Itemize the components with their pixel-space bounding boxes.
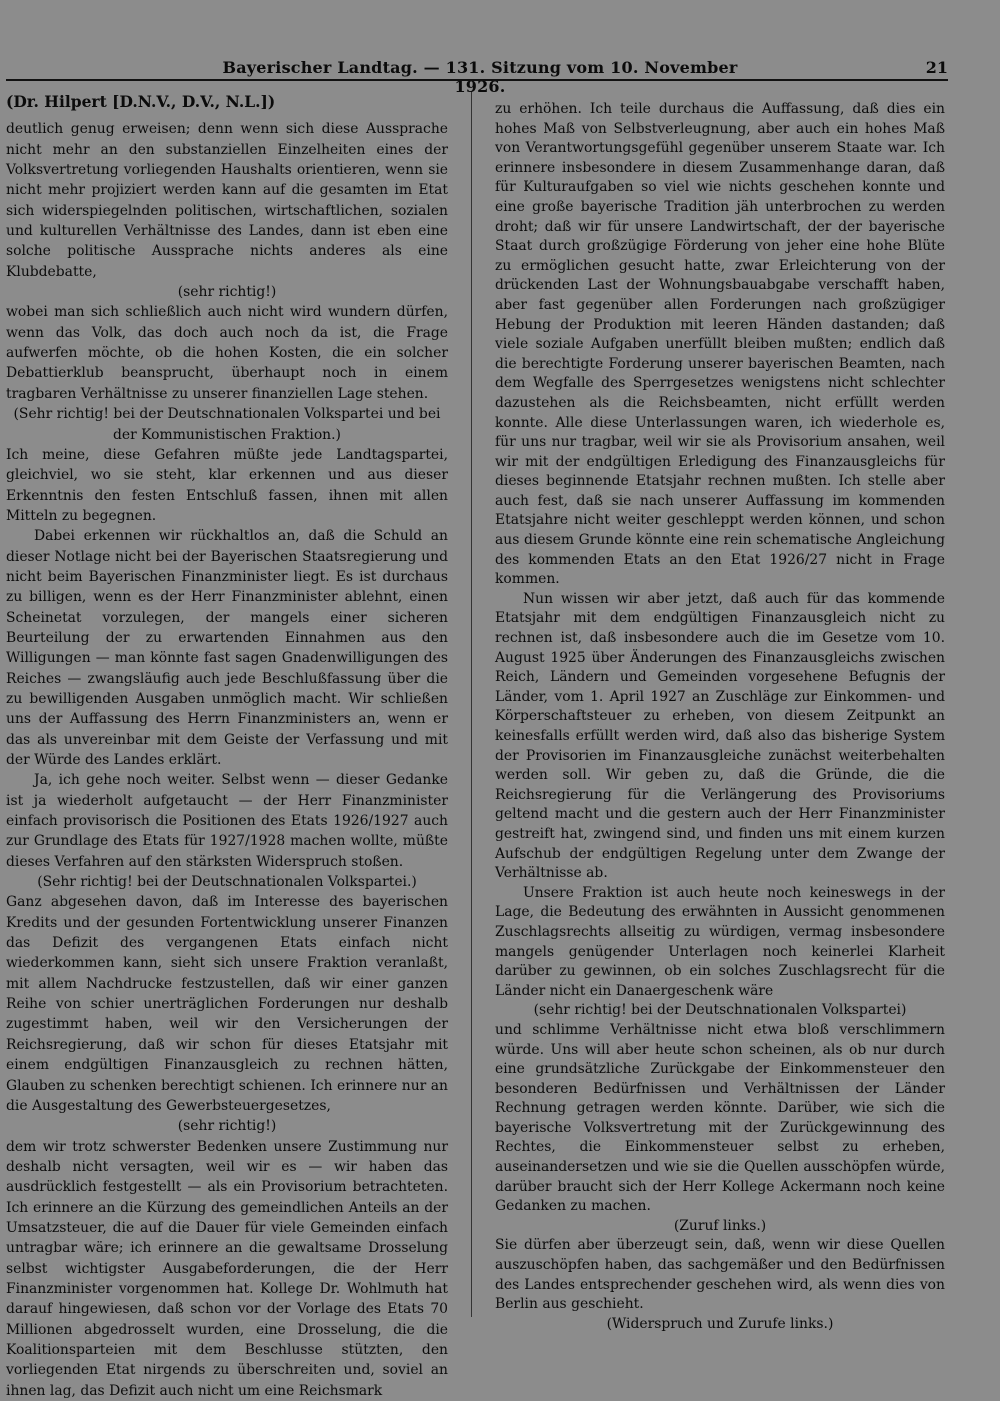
interjection: (Zuruf links.) bbox=[673, 1217, 767, 1234]
paragraph: Nun wissen wir aber jetzt, daß auch für das kommende Etatsjahr mit dem endgültigen Finanzausgleich nicht zu rechnen ist, daß insbesondere auch die im Gesetze vom 10. August 1925 über Änderungen des Finanzausgleichs zwischen Reich, Ländern und Gemeinden vorgesehene Befugnis der Länder, vom 1. April 1927 an Zuschläge zur Einkommen- und Körperschaftsteuer zu erheben, von diesem Zeitpunkt an keinesfalls erfüllt werden wird, daß also das bisherige System der Provisorien im Finanzausgleiche zunächst weiterbehalten werden soll. Wir geben zu, daß die Gründe, die die Reichsregierung für die Verlängerung des Provisoriums geltend macht und die gestern auch der Herr Finanzminister gestreift hat, zwingend sind, und finden uns mit einem kurzen Aufschub der endgültigen Regelung unter dem Zwange der Verhältnisse ab. bbox=[495, 590, 945, 882]
interjection: (Sehr richtig! bei der Deutschnationalen Volkspartei.) bbox=[37, 874, 417, 891]
paragraph: dem wir trotz schwerster Bedenken unsere Zustimmung nur deshalb nicht versagten, weil wir es — wir haben das ausdrücklich festgestellt — als ein Provisorium betrachteten. Ich erinnere an die Kürzung des gemeindlichen Anteils an der Umsatzsteuer, die auf die Dauer für viele Gemeinden einfach untragbar wäre; ich erinnere an die gewaltsame Drosselung selbst wichtigster Ausgabeforderungen, die der Herr Finanzminister vorgenommen hat. Kollege Dr. Wohlmuth hat darauf hingewiesen, daß schon vor der Vorlage des Etats 70 Millionen abgedrosselt wurden, eine Drosselung, die die Koalitionsparteien mit dem Beschlusse stützten, den vorliegenden Etat nirgends zu überschreiten und, soviel an ihnen lag, das Defizit auch nicht um eine Reichsmark bbox=[6, 1138, 448, 1399]
column-divider bbox=[471, 92, 472, 1317]
paragraph: zu erhöhen. Ich teile durchaus die Auffassung, daß dies ein hohes Maß von Selbstverleugnung, aber auch ein hohes Maß von Verantwortungsgefühl gegenüber unserem Staate war. Ich erinnere insbesondere in diesem Zusammenhange daran, daß für Kulturaufgaben so viel wie nichts geschehen konnte und eine große bayerische Tradition jäh unterbrochen zu werden droht; daß wir für unsere Landwirtschaft, der der bayerische Staat durch großzügige Förderung von jeher eine hohe Blüte zu ermöglichen gesucht hatte, zwar Erleichterung von der drückenden Last der Wohnungsbauabgabe verschafft haben, aber fast gegenüber allen Forderungen nach großzügiger Hebung der Produktion mit leeren Händen dastanden; daß viele soziale Aufgaben unerfüllt bleiben mußten; endlich daß die berechtigte Forderung unserer bayerischen Beamten, nach dem Wegfalle des Sperrgesetzes wenigstens nicht schlechter dazustehen als die Reichsbeamten, nicht erfüllt werden konnte. Alle diese Unterlassungen waren, ich wiederhole es, für uns nur tragbar, weil wir sie als Provisorium ansahen, weil wir mit der endgültigen Erledigung des Finanzausgleichs für dieses beginnende Etatsjahr rechnen mußten. Ich stelle aber auch fest, daß sie nach unserer Auffassung im kommenden Etatsjahre nicht weiter geschleppt werden können, und schon aus diesem Grunde könnte eine rein schematische Angleichung des kommenden Etats an den Etat 1926/27 nicht in Frage kommen. bbox=[495, 101, 945, 588]
paragraph: Sie dürfen aber überzeugt sein, daß, wenn wir diese Quellen auszuschöpfen haben, das sachgemäßer und den Bedürfnissen des Landes entsprechender geschehen wird, als wenn dies von Berlin aus geschieht. bbox=[495, 1237, 945, 1313]
paragraph: Ganz abgesehen davon, daß im Interesse des bayerischen Kredits und der gesunden Fortentwicklung unserer Finanzen das Defizit des vergangenen Etats einfach nicht wiederkommen kann, sieht sich unsere Fraktion veranlaßt, mit allem Nachdrucke festzustellen, daß wir einer ganzen Reihe von schier unerträglichen Forderungen nur deshalb zugestimmt haben, weil wir den Versicherungen der Reichsregierung, daß wir schon für dieses Etatsjahr mit einem endgültigen Finanzausgleich zu rechnen hätten, Glauben zu schenken berechtigt schienen. Ich erinnere nur an die Ausgestaltung des Gewerbsteuergesetzes, bbox=[6, 894, 448, 1114]
paragraph: Ich meine, diese Gefahren müßte jede Landtagspartei, gleichviel, wo sie steht, klar erkennen und aus dieser Erkenntnis den festen Entschluß fassen, ihnen mit allen Mitteln zu begegnen. bbox=[6, 446, 448, 524]
interjection: (Sehr richtig! bei der Deutschnationalen Volkspartei und bei der Kommunistischen Fraktion.) bbox=[13, 406, 441, 443]
interjection: (sehr richtig!) bbox=[177, 284, 277, 301]
paragraph: deutlich genug erweisen; denn wenn sich diese Aussprache nicht mehr an den substanziellen Einzelheiten eines der Volksvertretung vorliegenden Haushalts orientieren, wenn sie nicht mehr projiziert werden kann auf die gesamten im Etat sich widerspiegelnden politischen, wirtschaftlichen, sozialen und kulturellen Verhältnisse des Landes, dann ist eben eine solche politische Aussprache nichts anderes als eine Klubdebatte, bbox=[6, 121, 448, 280]
interjection: (Widerspruch und Zurufe links.) bbox=[606, 1315, 834, 1332]
page-number: 21 bbox=[925, 58, 948, 77]
interjection: (sehr richtig!) bbox=[177, 1118, 277, 1135]
header-rule bbox=[6, 79, 948, 81]
speaker-label: (Dr. Hilpert [D.N.V., D.V., N.L.]) bbox=[6, 92, 276, 111]
header-title: Bayerischer Landtag. — 131. Sitzung vom 10. November 1926. bbox=[222, 58, 738, 96]
left-column bbox=[6, 92, 448, 1401]
paragraph: wobei man sich schließlich auch nicht wird wundern dürfen, wenn das Volk, das doch auch noch da ist, die Frage aufwerfen möchte, ob die hohen Kosten, die ein solcher Debattierklub beansprucht, überhaupt noch in einem tragbaren Verhältnisse zu unserer finanziellen Lage stehen. bbox=[6, 304, 448, 402]
paragraph: Ja, ich gehe noch weiter. Selbst wenn — dieser Gedanke ist ja wiederholt aufgetaucht — der Herr Finanzminister einfach provisorisch die Positionen des Etats 1926/1927 auch zur Grundlage des Etats für 1927/1928 machen wollte, müßte dieses Verfahren auf den stärksten Widerspruch stoßen. bbox=[6, 772, 448, 870]
interjection: (sehr richtig! bei der Deutschnationalen Volkspartei) bbox=[533, 1002, 907, 1019]
paragraph: und schlimme Verhältnisse nicht etwa bloß verschlimmern würde. Uns will aber heute schon scheinen, als ob nur durch eine grundsätzliche Zurückgabe der Einkommensteuer den besonderen Bedürfnissen und Verhältnissen der Länder Rechnung getragen werden könnte. Darüber, wie sich die bayerische Volksvertretung mit der Zurückgewinnung des Rechtes, die Einkommensteuer selbst zu erheben, auseinandersetzen und wie sie die Quellen ausschöpfen würde, darüber braucht sich der Herr Kollege Ackermann noch keine Gedanken zu machen. bbox=[495, 1021, 945, 1215]
right-column bbox=[495, 100, 945, 1334]
paragraph: Unsere Fraktion ist auch heute noch keineswegs in der Lage, die Bedeutung des erwähnten in Aussicht genommenen Zuschlagsrechts allseitig zu würdigen, vermag insbesondere mangels genügender Unterlagen noch keinerlei Klarheit darüber zu gewinnen, ob ein solches Zuschlagsrecht für die Länder nicht ein Danaergeschenk wäre bbox=[495, 884, 945, 999]
paragraph: Dabei erkennen wir rückhaltlos an, daß die Schuld an dieser Notlage nicht bei der Bayerischen Staatsregierung und nicht beim Bayerischen Finanzminister liegt. Es ist durchaus zu billigen, wenn es der Herr Finanzminister ablehnt, einen Scheinetat vorzulegen, der mangels einer sicheren Beurteilung der zu erwartenden Einnahmen aus den Willigungen — man könnte fast sagen Gnadenwilligungen des Reiches — zwangsläufig auch jede Beschlußfassung über die zu bewilligenden Ausgaben unmöglich macht. Wir schließen uns der Auffassung des Herrn Finanzministers an, wenn er das als unvereinbar mit dem Geiste der Verfassung und mit der Würde des Landes erklärt. bbox=[6, 528, 448, 768]
